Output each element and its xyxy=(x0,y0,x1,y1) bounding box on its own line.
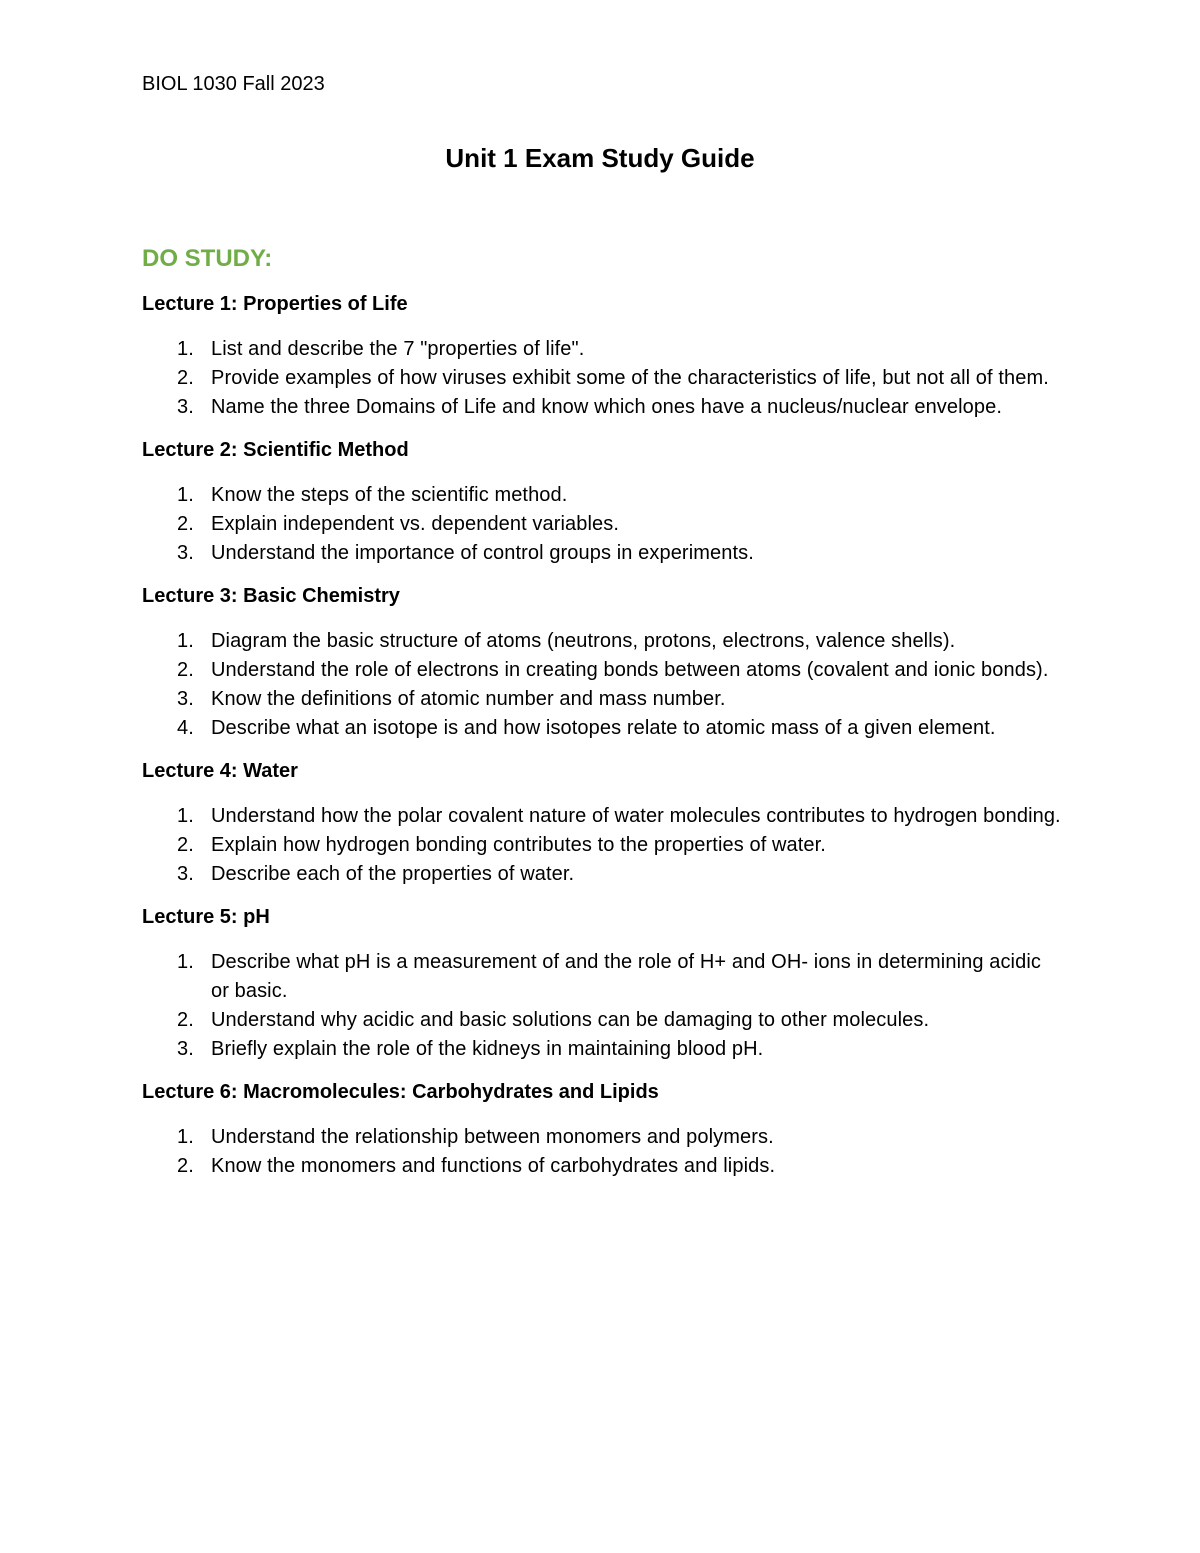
objective-list xyxy=(142,1123,1062,1181)
list-item-text: Understand how the polar covalent nature of water molecules contributes to hydrogen bonding. xyxy=(211,805,1061,827)
list-item-number: 3. xyxy=(177,542,194,564)
list-item-text: Understand why acidic and basic solutions can be damaging to other molecules. xyxy=(211,1009,930,1031)
list-item-number: 2. xyxy=(177,367,194,389)
list-item-text: Describe each of the properties of water. xyxy=(211,863,575,885)
list-item-text: Provide examples of how viruses exhibit some of the characteristics of life, but not all of them. xyxy=(211,367,1049,389)
list-item-text: Name the three Domains of Life and know which ones have a nucleus/nuclear envelope. xyxy=(211,396,1002,418)
list-item xyxy=(142,539,1062,568)
list-item-text: Know the steps of the scientific method. xyxy=(211,484,568,506)
list-item-text: Diagram the basic structure of atoms (neutrons, protons, electrons, valence shells). xyxy=(211,630,956,652)
list-item-number: 1. xyxy=(177,338,194,360)
lecture-section xyxy=(142,582,1062,743)
list-item xyxy=(142,831,1062,860)
objective-list xyxy=(142,802,1062,889)
list-item xyxy=(142,627,1062,656)
list-item-text: Know the monomers and functions of carbohydrates and lipids. xyxy=(211,1155,776,1177)
lecture-heading: Lecture 1: Properties of Life xyxy=(142,293,408,315)
list-item-number: 3. xyxy=(177,396,194,418)
list-item xyxy=(142,481,1062,510)
list-item-text: Understand the role of electrons in creating bonds between atoms (covalent and ionic bonds). xyxy=(211,659,1049,681)
lecture-heading: Lecture 3: Basic Chemistry xyxy=(142,585,400,607)
lecture-section xyxy=(142,757,1062,889)
list-item xyxy=(142,1035,1062,1064)
list-item-number: 2. xyxy=(177,659,194,681)
list-item-number: 2. xyxy=(177,513,194,535)
lecture-section xyxy=(142,436,1062,568)
list-item-number: 1. xyxy=(177,951,194,973)
list-item-text: Explain independent vs. dependent variables. xyxy=(211,513,620,535)
study-guide-content xyxy=(142,290,1062,1195)
list-item xyxy=(142,1123,1062,1152)
objective-list xyxy=(142,481,1062,568)
list-item xyxy=(142,335,1062,364)
list-item-text: Describe what pH is a measurement of and the role of H+ and OH- ions in determining acidic or basic. xyxy=(211,951,1041,1002)
list-item xyxy=(142,1006,1062,1035)
objective-list xyxy=(142,335,1062,422)
lecture-heading: Lecture 4: Water xyxy=(142,760,298,782)
list-item xyxy=(142,802,1062,831)
list-item xyxy=(142,860,1062,889)
list-item-number: 1. xyxy=(177,630,194,652)
lecture-section xyxy=(142,1078,1062,1181)
lecture-heading: Lecture 6: Macromolecules: Carbohydrates and Lipids xyxy=(142,1081,659,1103)
list-item xyxy=(142,364,1062,393)
lecture-section xyxy=(142,903,1062,1064)
list-item-number: 3. xyxy=(177,688,194,710)
lecture-heading: Lecture 5: pH xyxy=(142,906,270,928)
list-item-number: 2. xyxy=(177,1155,194,1177)
list-item xyxy=(142,948,1062,1006)
lecture-heading: Lecture 2: Scientific Method xyxy=(142,439,409,461)
list-item-number: 3. xyxy=(177,1038,194,1060)
list-item-number: 2. xyxy=(177,1009,194,1031)
list-item xyxy=(142,510,1062,539)
list-item xyxy=(142,685,1062,714)
page-title: Unit 1 Exam Study Guide xyxy=(445,143,755,173)
list-item-number: 1. xyxy=(177,805,194,827)
list-item-text: Describe what an isotope is and how isotopes relate to atomic mass of a given element. xyxy=(211,717,996,739)
list-item xyxy=(142,656,1062,685)
list-item-number: 1. xyxy=(177,484,194,506)
objective-list xyxy=(142,948,1062,1064)
list-item-text: Know the definitions of atomic number and mass number. xyxy=(211,688,726,710)
list-item xyxy=(142,714,1062,743)
list-item xyxy=(142,393,1062,422)
list-item-text: Explain how hydrogen bonding contributes to the properties of water. xyxy=(211,834,826,856)
list-item-text: List and describe the 7 "properties of life". xyxy=(211,338,585,360)
course-header: BIOL 1030 Fall 2023 xyxy=(142,73,325,95)
list-item xyxy=(142,1152,1062,1181)
list-item-text: Briefly explain the role of the kidneys in maintaining blood pH. xyxy=(211,1038,764,1060)
do-study-heading: DO STUDY: xyxy=(142,245,273,272)
list-item-number: 3. xyxy=(177,863,194,885)
list-item-number: 2. xyxy=(177,834,194,856)
list-item-number: 4. xyxy=(177,717,194,739)
objective-list xyxy=(142,627,1062,743)
list-item-text: Understand the importance of control groups in experiments. xyxy=(211,542,754,564)
list-item-number: 1. xyxy=(177,1126,194,1148)
list-item-text: Understand the relationship between monomers and polymers. xyxy=(211,1126,774,1148)
lecture-section xyxy=(142,290,1062,422)
